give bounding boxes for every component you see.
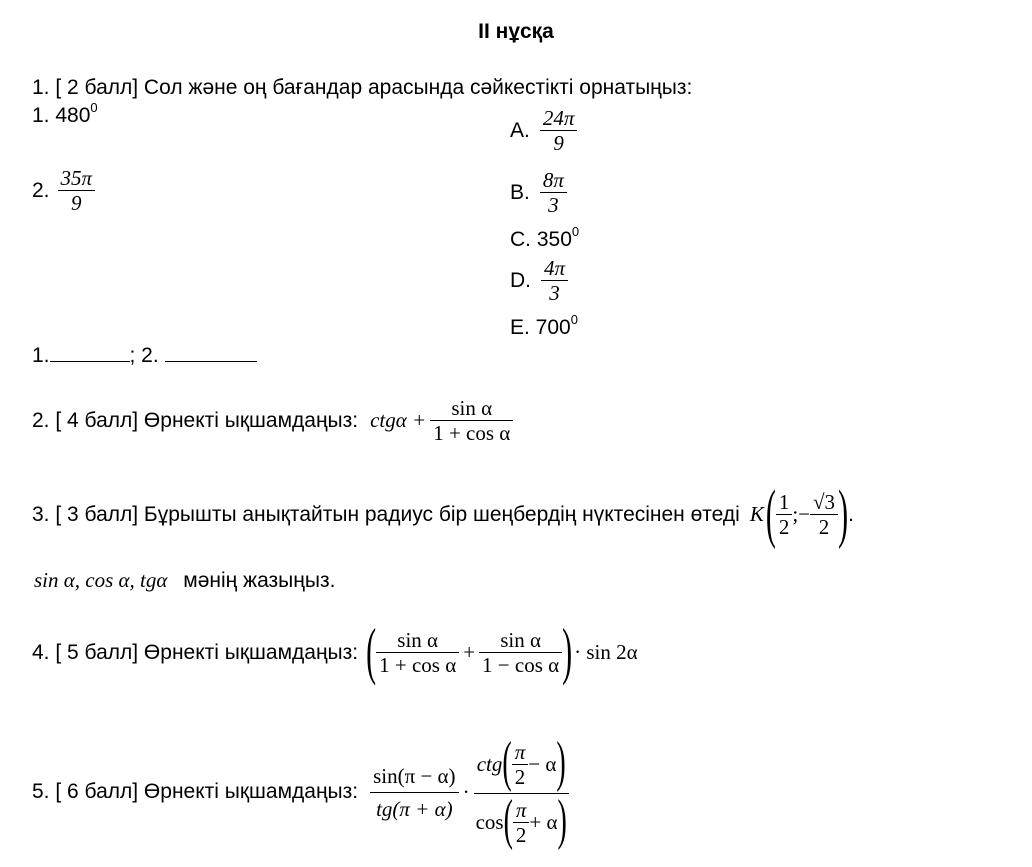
numerator: sin α (376, 628, 459, 653)
numerator: sin α (479, 628, 562, 653)
q3-y-fraction (810, 490, 838, 539)
q5-fraction-2 (474, 732, 569, 852)
numerator: 24π (540, 106, 578, 131)
q1-right-a-label: A. (510, 118, 530, 142)
q1-left-1-label: 1. 480 (32, 104, 91, 127)
q5-fraction-1 (370, 764, 458, 821)
left-paren-icon: ( (366, 616, 377, 687)
denominator: 2 (514, 764, 526, 789)
q1-left-2-label: 2. (32, 178, 50, 202)
q1-right-item-c (510, 224, 580, 252)
q5 (32, 722, 569, 862)
left-paren-icon: ( (503, 790, 513, 852)
q2-fraction (430, 396, 513, 445)
q4-fraction-1 (376, 628, 459, 677)
pi-over-2 (513, 798, 530, 847)
denominator: 2 (818, 515, 830, 539)
right-paren-icon: ) (838, 477, 849, 550)
answer-2-blank[interactable] (165, 360, 257, 362)
denominator: 1 + cos α (433, 421, 511, 445)
q3-period: . (848, 502, 854, 526)
right-paren-icon: ) (557, 790, 567, 852)
q5-header: 5. [ 6 балл] Өрнекті ықшамдаңыз: (32, 780, 359, 803)
q1-left-2-fraction (58, 166, 96, 215)
q3-header: 3. [ 3 балл] Бұрышты анықтайтын радиус бір шеңбердің нүктесінен өтеді (32, 502, 740, 526)
q1-right-item-d (510, 256, 568, 305)
degree-sup: 0 (571, 224, 580, 239)
numerator: sin α (430, 396, 513, 421)
answer-2-label: ; 2. (129, 344, 159, 367)
numerator: 1 (776, 490, 793, 515)
q1-right-item-a (510, 106, 577, 155)
numerator: 35π (58, 166, 96, 191)
q4-tail: · sin 2α (574, 640, 638, 664)
q3-x-fraction (776, 490, 793, 539)
q5-dot: · (462, 779, 470, 804)
plus-alpha: + α (529, 809, 558, 834)
q1-answer-line (32, 344, 257, 368)
q1-right-d-fraction (541, 256, 568, 305)
q5-cos-term (474, 790, 569, 852)
denominator: 2 (515, 822, 527, 847)
denominator: tg(π + α) (376, 796, 453, 821)
q1-left-item-1 (32, 100, 98, 128)
q1-right-a-fraction (540, 106, 578, 155)
q2-expr-lead: ctgα + (370, 408, 427, 432)
q5-ctg-term (474, 732, 569, 794)
q1-right-d-label: D. (510, 268, 531, 292)
numerator: π (512, 740, 529, 765)
degree-sup: 0 (90, 100, 98, 115)
q3-separator: ;− (792, 502, 811, 526)
denominator: 1 − cos α (482, 653, 560, 677)
denominator: 3 (549, 281, 560, 305)
numerator: 4π (541, 256, 568, 281)
q1-right-b-label: B. (510, 180, 530, 204)
left-paren-icon: ( (502, 732, 512, 794)
q3-point-label: K (749, 502, 764, 526)
q4-plus: + (463, 640, 476, 664)
pi-over-2 (512, 740, 529, 789)
degree-sup: 0 (570, 312, 578, 327)
numerator: sin(π − α) (370, 764, 458, 793)
q4-header: 4. [ 5 балл] Өрнекті ықшамдаңыз: (32, 640, 359, 664)
q3-functions: sin α, cos α, tgα (34, 568, 168, 592)
q4-fraction-2 (479, 628, 562, 677)
variant-title: II нұсқа (478, 20, 554, 43)
q3-instruction: мәнің жазыңыз. (183, 569, 336, 592)
denominator: 9 (71, 191, 82, 215)
q1-right-item-e (510, 312, 578, 340)
minus-alpha: − α (528, 751, 557, 776)
cos-function: cos (475, 809, 504, 834)
denominator: 1 + cos α (379, 653, 457, 677)
q1-left-item-2 (32, 166, 95, 215)
denominator: 2 (778, 515, 790, 539)
q1-right-item-b (510, 168, 567, 217)
right-paren-icon: ) (556, 732, 566, 794)
q1-right-c-label: C. 350 (510, 228, 572, 251)
q3-line1 (32, 477, 854, 550)
denominator: 9 (553, 131, 564, 155)
ctg-function: ctg (476, 751, 503, 776)
numerator: π (513, 798, 530, 823)
q1-right-e-label: E. 700 (510, 316, 571, 339)
denominator: 3 (548, 193, 559, 217)
q3-line2 (34, 568, 335, 593)
answer-1-blank[interactable] (50, 360, 130, 362)
numerator: √3 (810, 490, 838, 515)
q2 (32, 396, 513, 445)
q1-header: 1. [ 2 балл] Сол және оң бағандар арасында сәйкестікті орнатыңыз: (32, 76, 693, 99)
answer-1-label: 1. (32, 344, 50, 367)
q2-header: 2. [ 4 балл] Өрнекті ықшамдаңыз: (32, 408, 359, 432)
q1-right-b-fraction (540, 168, 567, 217)
q4 (32, 616, 638, 687)
left-paren-icon: ( (765, 477, 776, 550)
numerator: 8π (540, 168, 567, 193)
right-paren-icon: ) (562, 616, 573, 687)
